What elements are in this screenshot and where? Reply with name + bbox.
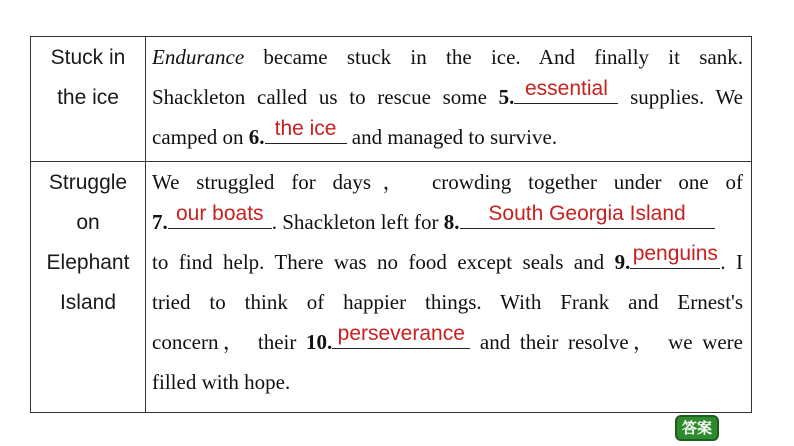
row-label-stuck-in-the-ice (31, 37, 146, 162)
row-label-struggle-on-elephant-island (31, 162, 146, 413)
row-text-stuck-in-the-ice (146, 37, 752, 162)
text-fragment: and managed to survive. (346, 125, 558, 149)
table-row (31, 162, 752, 413)
text-line: tried to think of happier things. With Frank and Ernest's (152, 290, 743, 314)
text-fragment: supplies. We (618, 85, 744, 109)
text-fragment: camped on (152, 125, 249, 149)
blank-number-6: 6. (248, 125, 265, 149)
text-line (152, 322, 743, 362)
answer-7: our boats (175, 202, 264, 225)
blank-6[interactable] (265, 117, 347, 144)
text-fragment: Shackleton called us to rescue some (152, 85, 499, 109)
answer-9: penguins (632, 242, 718, 265)
row-label-line: on (76, 211, 100, 234)
text-line (152, 117, 743, 157)
answer-button[interactable]: 答案 (675, 415, 719, 441)
text-line (152, 77, 743, 117)
text-line: We struggled for days， crowding together under one of (152, 170, 743, 194)
blank-10[interactable] (332, 322, 470, 349)
answer-5: essential (524, 77, 608, 100)
ship-name: Endurance (152, 45, 245, 69)
text-fragment: . Shackleton left for (271, 210, 444, 234)
answer-10: perseverance (337, 322, 465, 345)
blank-number-10: 10. (306, 330, 333, 354)
blank-number-9: 9. (614, 250, 631, 274)
row-label-line: the ice (57, 86, 119, 109)
blank-8[interactable] (460, 202, 715, 229)
blank-9[interactable] (630, 242, 720, 269)
summary-table (30, 36, 752, 413)
table-row (31, 37, 752, 162)
text-fragment: concern， their (152, 330, 307, 354)
blank-7[interactable] (168, 202, 272, 229)
text-fragment: to find help. There was no food except seals and (152, 250, 615, 274)
row-text-struggle-on-elephant-island (146, 162, 752, 413)
blank-number-7: 7. (152, 210, 168, 234)
text-fragment: became stuck in the ice. And finally it sank. (244, 45, 743, 69)
row-label-line: Stuck in (50, 46, 126, 69)
row-label-line: Island (59, 291, 117, 314)
answer-8: South Georgia Island (488, 202, 686, 225)
text-line (152, 242, 743, 282)
text-line (152, 202, 743, 242)
text-line (152, 37, 743, 77)
blank-number-8: 8. (443, 210, 460, 234)
text-fragment: and their resolve， we were (470, 330, 743, 354)
blank-number-5: 5. (498, 85, 515, 109)
row-label-line: Elephant (46, 251, 130, 274)
text-line: filled with hope. (152, 370, 291, 394)
answer-6: the ice (274, 117, 337, 140)
row-label-line: Struggle (48, 171, 128, 194)
text-fragment: . I (720, 250, 743, 274)
blank-5[interactable] (514, 77, 618, 104)
